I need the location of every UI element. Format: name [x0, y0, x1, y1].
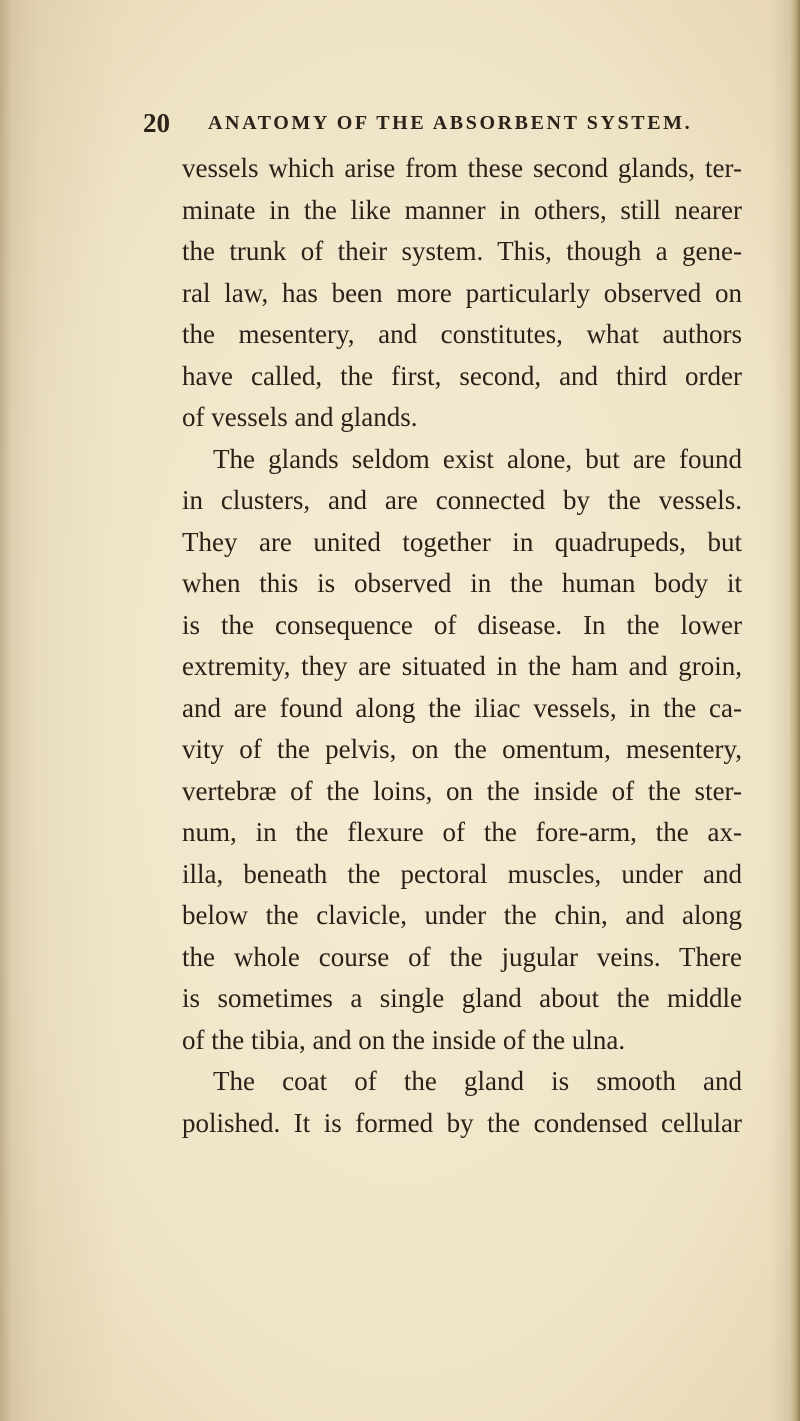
text-line: extremity, they are situated in the ham and groin,	[182, 651, 742, 681]
running-head: ANATOMY OF THE ABSORBENT SYSTEM.	[208, 112, 693, 134]
text-line: vessels which arise from these second glands, ter-	[182, 153, 742, 183]
page-number: 20	[143, 108, 170, 138]
text-line: minate in the like manner in others, still nearer	[182, 194, 742, 225]
text-line: illa, beneath the pectoral muscles, under and	[182, 858, 742, 889]
text-line: is sometimes a single gland about the middle	[182, 983, 742, 1013]
text-line: ral law, has been more particularly observed on	[182, 277, 742, 308]
text-line: The glands seldom exist alone, but are found	[213, 443, 742, 474]
text-line: num, in the flexure of the fore-arm, the ax-	[182, 817, 742, 847]
text-line: the trunk of their system. This, though a gene-	[182, 236, 742, 266]
text-line: of vessels and glands.	[182, 402, 418, 432]
text-line: They are united together in quadrupeds, but	[182, 526, 742, 557]
text-line: when this is observed in the human body it	[182, 568, 742, 598]
page-gutter-shadow	[0, 0, 12, 1421]
body-text	[182, 148, 742, 1144]
text-line: and are found along the iliac vessels, in the ca-	[182, 692, 742, 723]
text-line: polished. It is formed by the condensed cellular	[182, 1107, 742, 1138]
text-line: of the tibia, and on the inside of the ulna.	[182, 1024, 626, 1055]
page-header	[143, 108, 703, 148]
text-line: below the clavicle, under the chin, and along	[182, 900, 742, 930]
text-line: have called, the first, second, and third order	[182, 360, 742, 391]
text-line: in clusters, and are connected by the vessels.	[182, 485, 742, 515]
page-edge	[790, 0, 800, 1421]
text-line: vertebræ of the loins, on the inside of the ster-	[182, 775, 742, 806]
text-line: the whole course of the jugular veins. There	[182, 941, 742, 972]
text-line: the mesentery, and constitutes, what authors	[182, 319, 742, 349]
text-line: is the consequence of disease. In the lower	[182, 609, 742, 640]
text-line: The coat of the gland is smooth and	[213, 1066, 742, 1096]
text-line: vity of the pelvis, on the omentum, mesentery,	[182, 734, 742, 764]
